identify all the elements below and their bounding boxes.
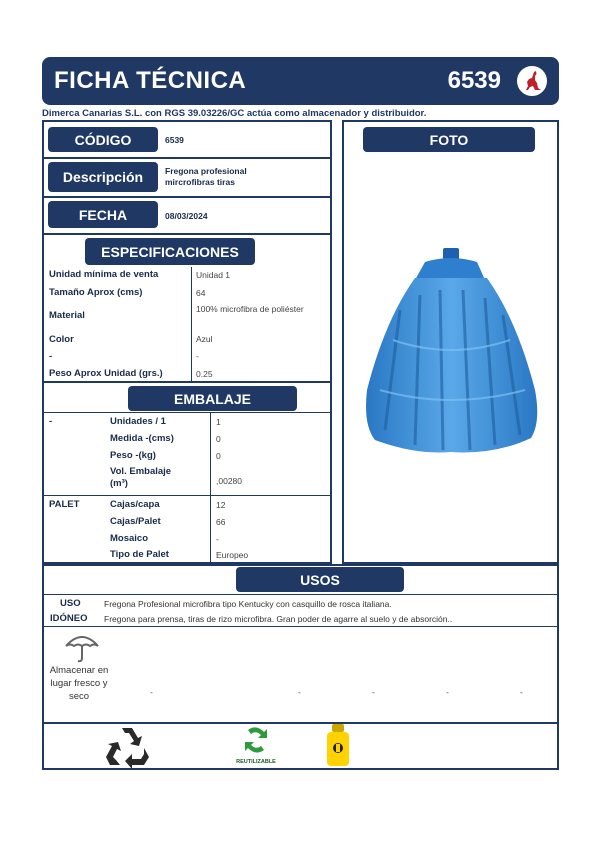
emb-label-3: Vol. Embalaje (m³) — [110, 466, 172, 489]
spec-value-3: Azul — [196, 334, 213, 344]
kangaroo-logo-icon — [515, 64, 549, 98]
dash-0: - — [150, 687, 153, 697]
yellow-bin-icon — [324, 724, 352, 768]
emb2-value-2: - — [216, 534, 219, 544]
spec-value-5: 0.25 — [196, 369, 213, 379]
spec-label-4: - — [49, 351, 53, 362]
emb2-label-1: Cajas/Palet — [110, 516, 161, 527]
emb2-value-0: 12 — [216, 500, 226, 510]
dash-2: - — [372, 687, 375, 697]
spec-value-0: Unidad 1 — [196, 270, 231, 280]
especificaciones-title: ESPECIFICACIONES — [85, 238, 255, 265]
idoneo-text: Fregona para prensa, tiras de rizo microfibra. Gran poder de agarre al suelo y de absorción.. — [104, 614, 453, 624]
emb-value-0: 1 — [216, 417, 221, 427]
codigo-value: 6539 — [165, 135, 184, 145]
descripcion-line1: Fregona profesional — [165, 166, 247, 176]
emb-label-1: Medida -(cms) — [110, 433, 174, 444]
emb2-value-1: 66 — [216, 517, 226, 527]
spec-value-2: 100% microfibra de poliéster — [196, 304, 304, 314]
emb2-label-2: Mosaico — [110, 533, 149, 544]
spec-value-4: - — [196, 351, 199, 361]
header-code: 6539 — [447, 67, 501, 94]
mop-photo — [345, 240, 555, 470]
spec-label-1: Tamaño Aprox (cms) — [49, 287, 143, 298]
descripcion-label: Descripción — [48, 162, 158, 192]
reusable-label: REUTILIZABLE — [236, 759, 276, 765]
umbrella-icon — [62, 628, 102, 664]
spec-label-3: Color — [49, 334, 74, 345]
emb2-label-3: Tipo de Palet — [110, 549, 169, 560]
descripcion-line2: mircrofibras tiras — [165, 177, 235, 187]
emb-label-2: Peso -(kg) — [110, 450, 156, 461]
uso-label: USO — [60, 598, 81, 609]
embalaje-group2-label: PALET — [49, 499, 80, 510]
idoneo-label: IDÓNEO — [50, 613, 88, 624]
dash-1: - — [298, 687, 301, 697]
emb-value-2: 0 — [216, 451, 221, 461]
embalaje-title: EMBALAJE — [128, 386, 297, 411]
reusable-icon — [234, 726, 278, 766]
uso-text: Fregona Profesional microfibra tipo Kentucky con casquillo de rosca italiana. — [104, 599, 392, 609]
fecha-value: 08/03/2024 — [165, 211, 208, 221]
emb-value-1: 0 — [216, 434, 221, 444]
embalaje-group1-label: - — [49, 416, 53, 427]
dash-3: - — [446, 687, 449, 697]
codigo-label: CÓDIGO — [48, 127, 158, 152]
emb-label-0: Unidades / 1 — [110, 416, 166, 427]
recycle-icon — [104, 724, 152, 768]
storage-text: Almacenar en lugar fresco y seco — [49, 665, 109, 702]
emb-value-3: ,00280 — [216, 476, 242, 486]
header-bar — [42, 57, 559, 105]
fecha-label: FECHA — [48, 201, 158, 228]
usos-title: USOS — [236, 567, 404, 592]
foto-label: FOTO — [363, 127, 535, 152]
spec-label-0: Unidad mínima de venta — [49, 269, 159, 280]
spec-label-2: Material — [49, 310, 85, 321]
emb2-label-0: Cajas/capa — [110, 499, 160, 510]
dash-4: - — [520, 687, 523, 697]
emb2-value-3: Europeo — [216, 550, 249, 560]
page-title: FICHA TÉCNICA — [54, 67, 247, 94]
spec-value-1: 64 — [196, 288, 206, 298]
spec-label-5: Peso Aprox Unidad (grs.) — [49, 368, 163, 379]
distributor-note: Dimerca Canarias S.L. con RGS 39.03226/GC actúa como almacenador y distribuidor. — [42, 108, 427, 119]
